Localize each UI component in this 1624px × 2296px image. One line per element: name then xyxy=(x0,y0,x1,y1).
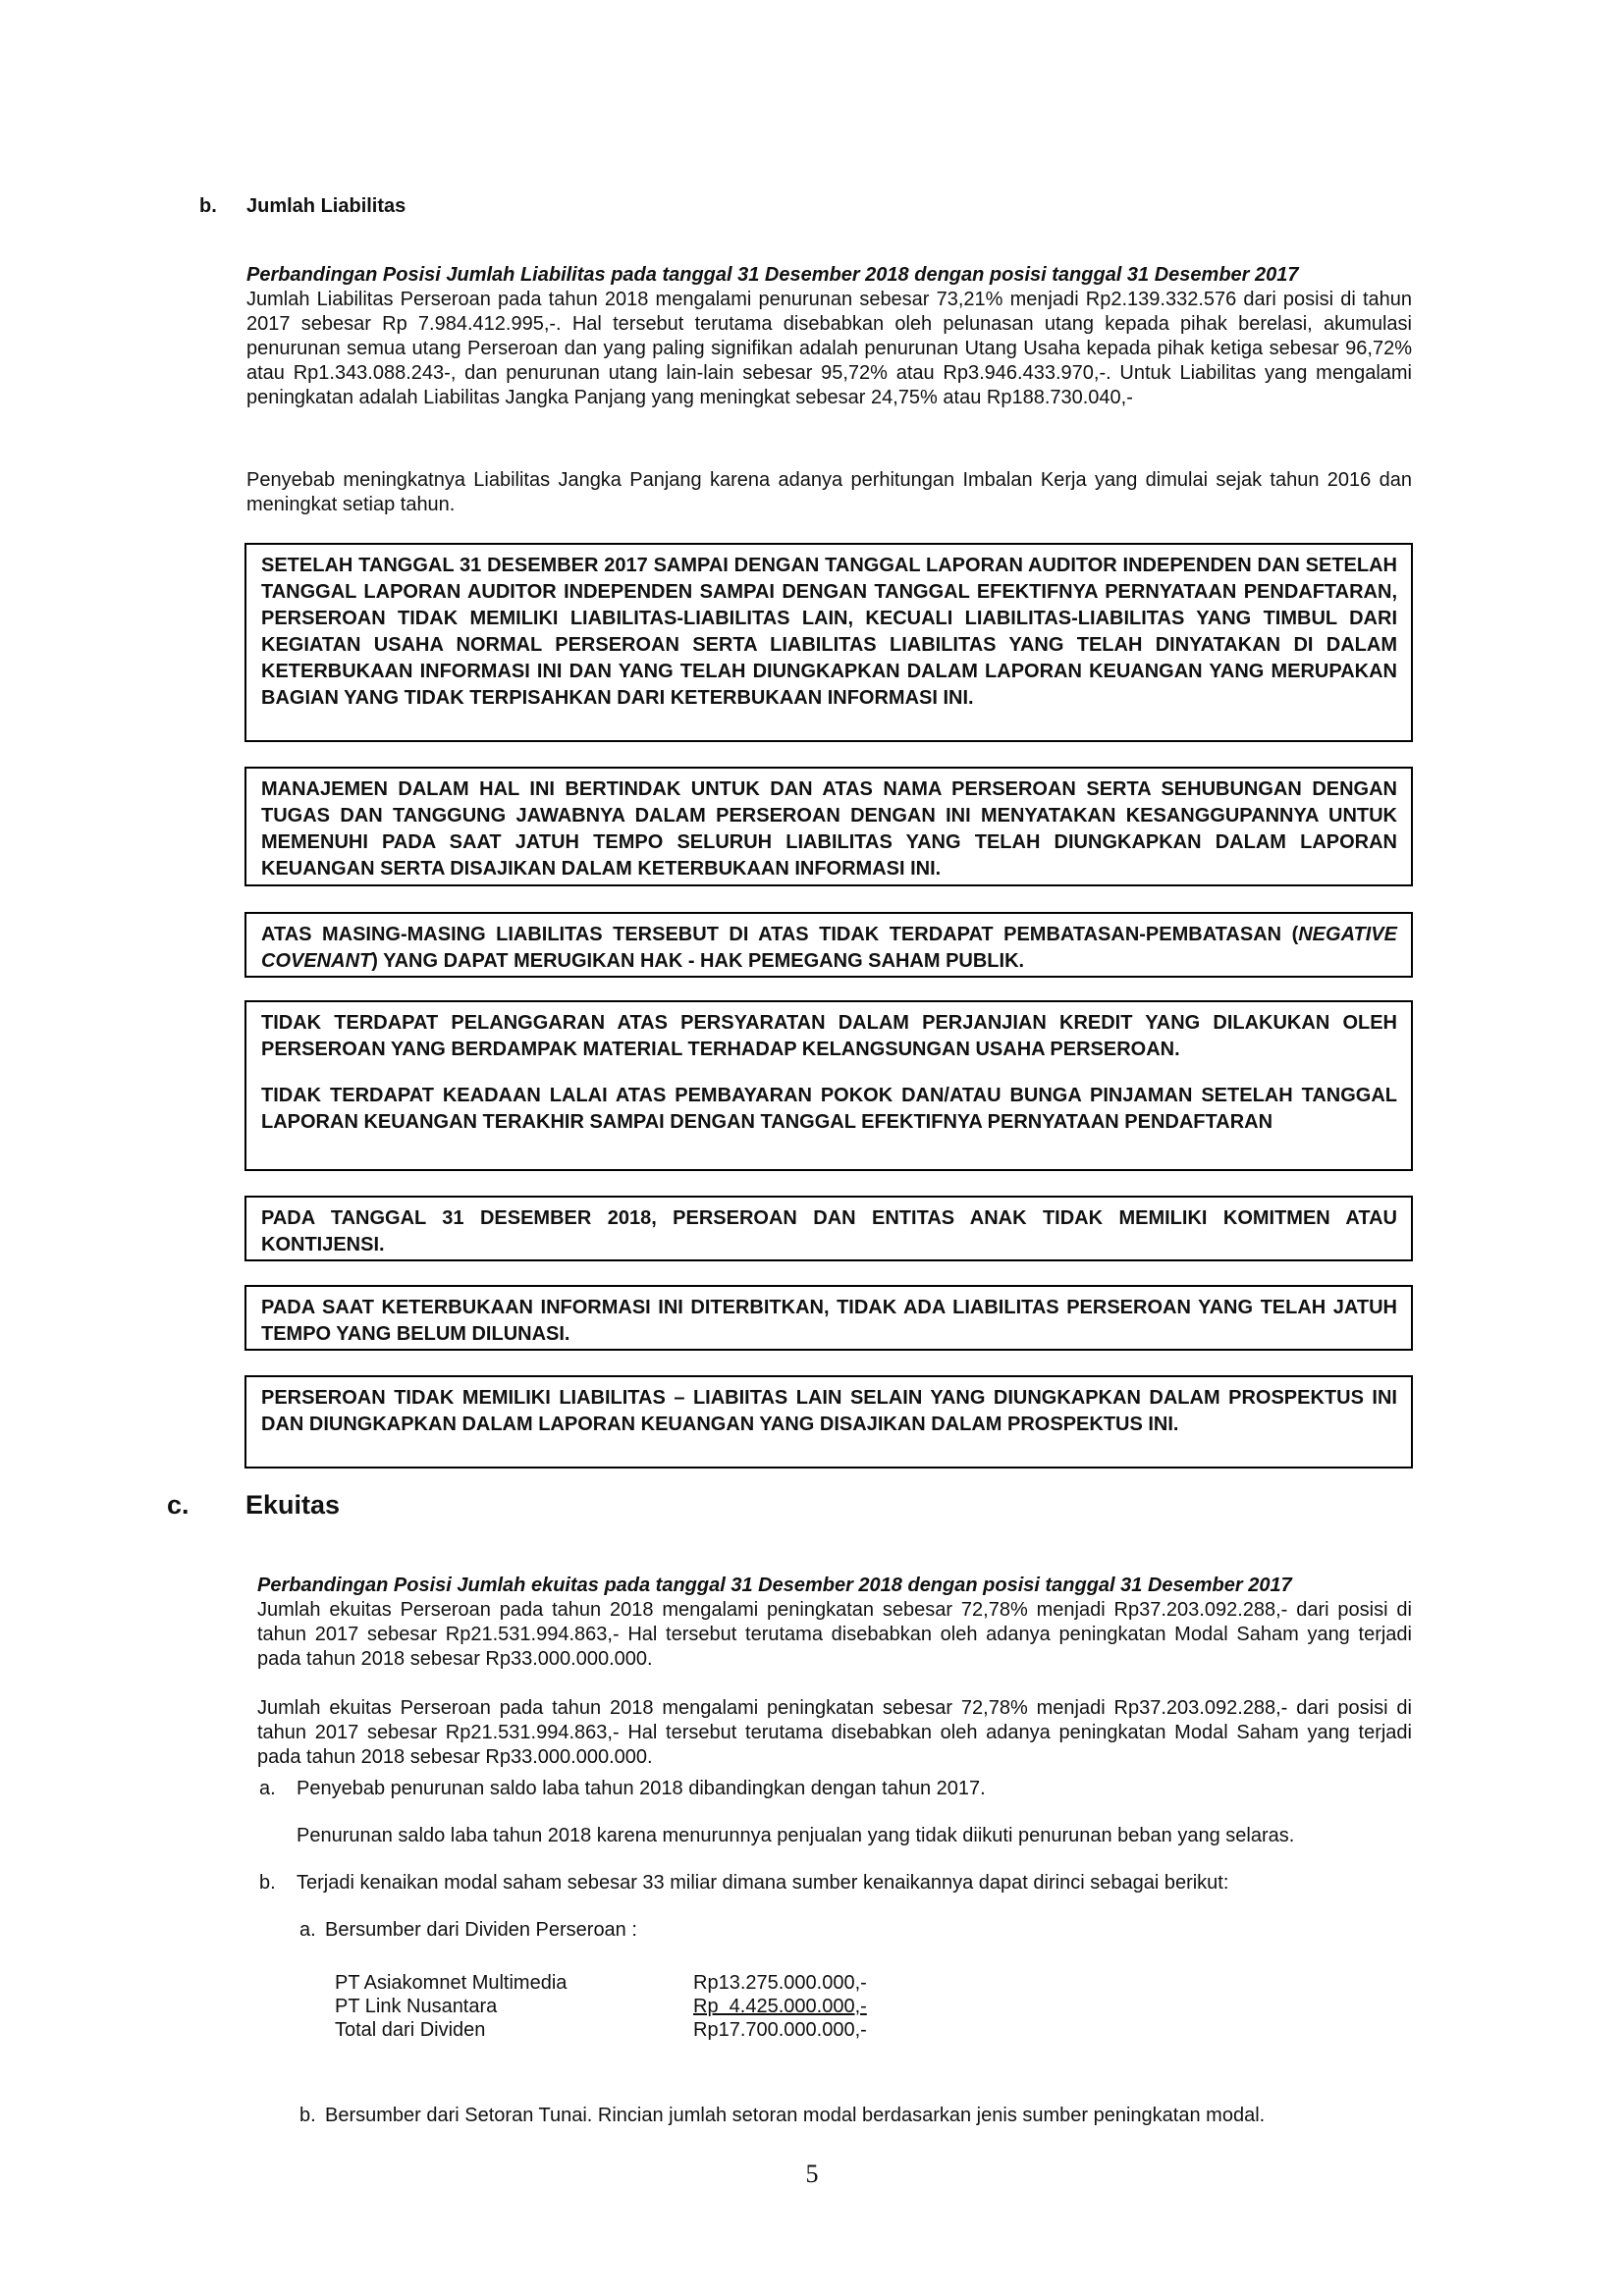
statement-box-1 xyxy=(244,543,1413,742)
section-c-heading xyxy=(167,1490,340,1521)
list-item-text: Bersumber dari Setoran Tunai. Rincian jumlah setoran modal berdasarkan jenis sumber peningkatan modal. xyxy=(325,2105,1266,2126)
list-item-a-detail: Penurunan saldo laba tahun 2018 karena menurunnya penjualan yang tidak diikuti penurunan beban yang selaras. xyxy=(297,1825,1295,1846)
statement-box-7 xyxy=(244,1375,1413,1468)
table-row xyxy=(335,1971,867,1995)
statement-text-part: ) YANG DAPAT MERUGIKAN HAK - HAK PEMEGANG SAHAM PUBLIK. xyxy=(371,950,1025,972)
list-item-b xyxy=(259,1871,1228,1896)
statement-text xyxy=(261,922,1397,975)
section-b-title: Jumlah Liabilitas xyxy=(246,195,406,217)
dividend-name: PT Asiakomnet Multimedia xyxy=(335,1972,568,1994)
statement-text-part: ATAS MASING-MASING LIABILITAS TERSEBUT DI ATAS TIDAK TERDAPAT PEMBATASAN-PEMBATASAN ( xyxy=(261,924,1299,945)
sub-item-a xyxy=(299,1918,637,1943)
section-c-paragraph-1: Jumlah ekuitas Perseroan pada tahun 2018 mengalami peningkatan sebesar 72,78% menjadi Rp37.203.092.288,- dari posisi di tahun 2017 sebesar Rp21.531.994.863,- Hal tersebut terutama disebabkan oleh adanya peningkatan Modal Saham yang terjadi pada tahun 2018 sebesar Rp33.000.000.000. xyxy=(257,1599,1412,1670)
dividend-name: PT Link Nusantara xyxy=(335,1996,498,2017)
page-number: 5 xyxy=(805,2160,819,2188)
list-marker: a. xyxy=(259,1778,276,1799)
statement-text: SETELAH TANGGAL 31 DESEMBER 2017 SAMPAI DENGAN TANGGAL LAPORAN AUDITOR INDEPENDEN DAN SETELAH TANGGAL LAPORAN AUDITOR INDEPENDEN SAMPAI DENGAN TANGGAL EFEKTIFNYA PERNYATAAN PENDAFTARAN, PERSEROAN TIDAK MEMILIKI LIABILITAS-LIABILITAS LAIN, KECUALI LIABILITAS-LIABILITAS YANG TIMBUL DARI KEGIATAN USAHA NORMAL PERSEROAN SERTA LIABILITAS LIABILITAS YANG TELAH DINYATAKAN DI DALAM KETERBUKAAN INFORMASI INI DAN YANG TELAH DIUNGKAPKAN DALAM LAPORAN KEUANGAN YANG MERUPAKAN BAGIAN YANG TIDAK TERPISAHKAN DARI KETERBUKAAN INFORMASI INI. xyxy=(261,555,1397,709)
statement-box-5 xyxy=(244,1196,1413,1261)
sub-item-b xyxy=(299,2104,1265,2128)
list-item-a xyxy=(259,1777,986,1801)
section-b-paragraph-1: Jumlah Liabilitas Perseroan pada tahun 2018 mengalami penurunan sebesar 73,21% menjadi Rp2.139.332.576 dari posisi di tahun 2017 sebesar Rp 7.984.412.995,-. Hal tersebut terutama disebabkan oleh pelunasan utang kepada pihak berelasi, akumulasi penurunan semua utang Perseroan dan yang paling signifikan adalah penurunan Utang Usaha kepada pihak ketiga sebesar 96,72% atau Rp1.343.088.243-, dan penurunan utang lain-lain sebesar 95,72% atau Rp3.946.433.970,-. Untuk Liabilitas yang mengalami peningkatan adalah Liabilitas Jangka Panjang yang meningkat sebesar 24,75% atau Rp188.730.040,- xyxy=(246,289,1412,408)
dividend-total-label: Total dari Dividen xyxy=(335,2019,486,2041)
section-b-paragraph-2: Penyebab meningkatnya Liabilitas Jangka Panjang karena adanya perhitungan Imbalan Kerja yang dimulai sejak tahun 2016 dan meningkat setiap tahun. xyxy=(246,469,1412,515)
statement-box-2 xyxy=(244,767,1413,886)
section-c-title: Ekuitas xyxy=(245,1490,341,1520)
dividend-total-amount: Rp17.700.000.000,- xyxy=(693,2019,867,2041)
statement-text: TIDAK TERDAPAT PELANGGARAN ATAS PERSYARATAN DALAM PERJANJIAN KREDIT YANG DILAKUKAN OLEH PERSEROAN YANG BERDAMPAK MATERIAL TERHADAP KELANGSUNGAN USAHA PERSEROAN. xyxy=(261,1012,1397,1060)
list-marker: b. xyxy=(299,2105,316,2126)
section-c-comparison-title: Perbandingan Posisi Jumlah ekuitas pada tanggal 31 Desember 2018 dengan posisi tanggal 31 Desember 2017 xyxy=(257,1575,1292,1596)
list-item-text: Bersumber dari Dividen Perseroan : xyxy=(325,1919,637,1941)
statement-text: TIDAK TERDAPAT KEADAAN LALAI ATAS PEMBAYARAN POKOK DAN/ATAU BUNGA PINJAMAN SETELAH TANGGAL LAPORAN KEUANGAN TERAKHIR SAMPAI DENGAN TANGGAL EFEKTIFNYA PERNYATAAN PENDAFTARAN xyxy=(261,1085,1397,1133)
negative-covenant-term: NEGATIVE COVENANT xyxy=(261,924,1397,972)
section-c-label: c. xyxy=(167,1490,189,1520)
statement-text: MANAJEMEN DALAM HAL INI BERTINDAK UNTUK DAN ATAS NAMA PERSEROAN SERTA SEHUBUNGAN DENGAN TUGAS DAN TANGGUNG JAWABNYA DALAM PERSEROAN DENGAN INI MENYATAKAN KESANGGUPANNYA UNTUK MEMENUHI PADA SAAT JATUH TEMPO SELURUH LIABILITAS YANG TELAH DIUNGKAPKAN DALAM LAPORAN KEUANGAN SERTA DISAJIKAN DALAM KETERBUKAAN INFORMASI INI. xyxy=(261,778,1397,880)
section-b-heading xyxy=(199,195,406,218)
statement-text: PADA SAAT KETERBUKAAN INFORMASI INI DITERBITKAN, TIDAK ADA LIABILITAS PERSEROAN YANG TELAH JATUH TEMPO YANG BELUM DILUNASI. xyxy=(261,1297,1397,1345)
list-marker: b. xyxy=(259,1872,276,1894)
list-item-text: Penyebab penurunan saldo laba tahun 2018 dibandingkan dengan tahun 2017. xyxy=(297,1778,986,1799)
statement-box-6 xyxy=(244,1285,1413,1351)
table-row xyxy=(335,1995,867,2018)
section-c-paragraph-2: Jumlah ekuitas Perseroan pada tahun 2018 mengalami peningkatan sebesar 72,78% menjadi Rp37.203.092.288,- dari posisi di tahun 2017 sebesar Rp21.531.994.863,- Hal tersebut terutama disebabkan oleh adanya peningkatan Modal Saham yang terjadi pada tahun 2018 sebesar Rp33.000.000.000. xyxy=(257,1697,1412,1768)
statement-text: PADA TANGGAL 31 DESEMBER 2018, PERSEROAN DAN ENTITAS ANAK TIDAK MEMILIKI KOMITMEN ATAU KONTIJENSI. xyxy=(261,1207,1397,1255)
dividend-amount: Rp13.275.000.000,- xyxy=(693,1972,867,1994)
dividend-amount: Rp 4.425.000.000,- xyxy=(693,1996,867,2017)
section-b-comparison-title: Perbandingan Posisi Jumlah Liabilitas pada tanggal 31 Desember 2018 dengan posisi tanggal 31 Desember 2017 xyxy=(246,264,1299,286)
list-marker: a. xyxy=(299,1919,316,1941)
statement-box-4 xyxy=(244,1000,1413,1171)
statement-text: PERSEROAN TIDAK MEMILIKI LIABILITAS – LIABIITAS LAIN SELAIN YANG DIUNGKAPKAN DALAM PROSPEKTUS INI DAN DIUNGKAPKAN DALAM LAPORAN KEUANGAN YANG DISAJIKAN DALAM PROSPEKTUS INI. xyxy=(261,1387,1397,1435)
table-row xyxy=(335,2018,867,2042)
list-item-text: Terjadi kenaikan modal saham sebesar 33 miliar dimana sumber kenaikannya dapat dirinci sebagai berikut: xyxy=(297,1872,1229,1894)
statement-box-3 xyxy=(244,912,1413,978)
dividend-table xyxy=(335,1971,867,2042)
section-b-label: b. xyxy=(199,195,217,217)
